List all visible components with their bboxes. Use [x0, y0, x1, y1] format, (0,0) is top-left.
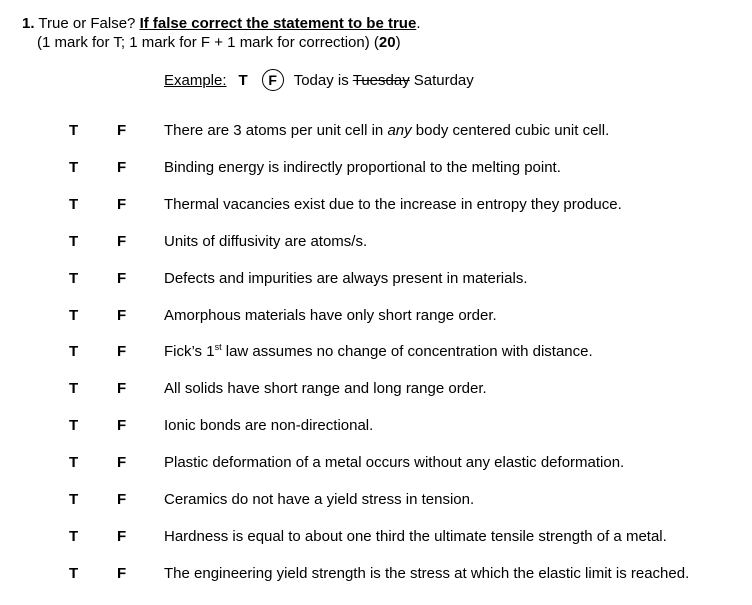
option-false[interactable]: F: [117, 307, 127, 324]
option-true[interactable]: T: [69, 565, 79, 582]
statement-row: [0, 342, 752, 362]
option-false[interactable]: F: [117, 343, 127, 360]
statement-row: [0, 306, 752, 326]
statement-row: [0, 269, 752, 289]
option-true[interactable]: T: [69, 270, 79, 287]
option-false[interactable]: F: [117, 380, 127, 397]
statement-row: [0, 232, 752, 252]
question-prompt: True or False?: [38, 15, 136, 32]
example-option-t: T: [238, 71, 248, 89]
statement-row: [0, 416, 752, 436]
option-false[interactable]: F: [117, 491, 127, 508]
marks-text: (1 mark for T; 1 mark for F + 1 mark for correction) (: [37, 34, 379, 51]
option-false[interactable]: F: [117, 270, 127, 287]
statement-text: All solids have short range and long range order.: [164, 380, 487, 397]
statement-text-part: law assumes no change of concentration with distance.: [221, 343, 593, 360]
statement-row: [0, 158, 752, 178]
statement-row: [0, 490, 752, 510]
statement-text: Units of diffusivity are atoms/s.: [164, 233, 368, 250]
option-true[interactable]: T: [69, 122, 79, 139]
statement-text: Binding energy is indirectly proportional to the melting point.: [164, 159, 561, 176]
question-heading: [22, 15, 421, 33]
marks-close: ): [395, 34, 401, 51]
option-true[interactable]: T: [69, 417, 79, 434]
marks-note: [37, 34, 401, 52]
statement-row: [0, 453, 752, 473]
option-true[interactable]: T: [69, 454, 79, 471]
statement-text: The engineering yield strength is the stress at which the elastic limit is reached.: [164, 565, 690, 582]
option-true[interactable]: T: [69, 233, 79, 250]
example-option-f-circled: F: [262, 69, 284, 91]
option-true[interactable]: T: [69, 528, 79, 545]
option-false[interactable]: F: [117, 233, 127, 250]
statement-text: Hardness is equal to about one third the ultimate tensile strength of a metal.: [164, 528, 667, 545]
example-label: Example:: [164, 71, 227, 89]
option-false[interactable]: F: [117, 565, 127, 582]
option-true[interactable]: T: [69, 307, 79, 324]
question-number: 1.: [22, 15, 35, 32]
option-true[interactable]: T: [69, 159, 79, 176]
option-true[interactable]: T: [69, 196, 79, 213]
option-true[interactable]: T: [69, 343, 79, 360]
option-true[interactable]: T: [69, 491, 79, 508]
option-false[interactable]: F: [117, 528, 127, 545]
question-instruction: If false correct the statement to be true: [139, 15, 417, 32]
statement-emphasis: any: [387, 122, 412, 139]
statement-text: [164, 342, 593, 362]
statement-text: Ceramics do not have a yield stress in tension.: [164, 491, 475, 508]
question-instruction-end: .: [416, 15, 421, 32]
example-struck-word: Tuesday: [352, 71, 410, 89]
option-false[interactable]: F: [117, 159, 127, 176]
statement-text: Ionic bonds are non-directional.: [164, 417, 374, 434]
example-row: [164, 67, 474, 93]
statement-text: Amorphous materials have only short range order.: [164, 307, 497, 324]
statement-row: [0, 195, 752, 215]
statement-row: [0, 564, 752, 584]
statement-text-part: There are 3 atoms per unit cell in: [164, 122, 388, 139]
statement-text: Defects and impurities are always present in materials.: [164, 270, 528, 287]
example-text: Today is: [293, 71, 349, 89]
statement-row: [0, 379, 752, 399]
option-false[interactable]: F: [117, 417, 127, 434]
example-correction: Saturday: [413, 71, 474, 89]
statement-superscript: st: [214, 342, 222, 352]
statement-row: [0, 527, 752, 547]
statement-text-part: body centered cubic unit cell.: [411, 122, 610, 139]
marks-total: 20: [378, 34, 396, 51]
statement-text: [164, 121, 609, 141]
statement-text: Plastic deformation of a metal occurs without any elastic deformation.: [164, 454, 625, 471]
option-true[interactable]: T: [69, 380, 79, 397]
statement-text: Thermal vacancies exist due to the increase in entropy they produce.: [164, 196, 622, 213]
statement-row: [0, 121, 752, 141]
option-false[interactable]: F: [117, 196, 127, 213]
option-false[interactable]: F: [117, 122, 127, 139]
statement-text-part: Fick’s 1: [164, 343, 215, 360]
option-false[interactable]: F: [117, 454, 127, 471]
